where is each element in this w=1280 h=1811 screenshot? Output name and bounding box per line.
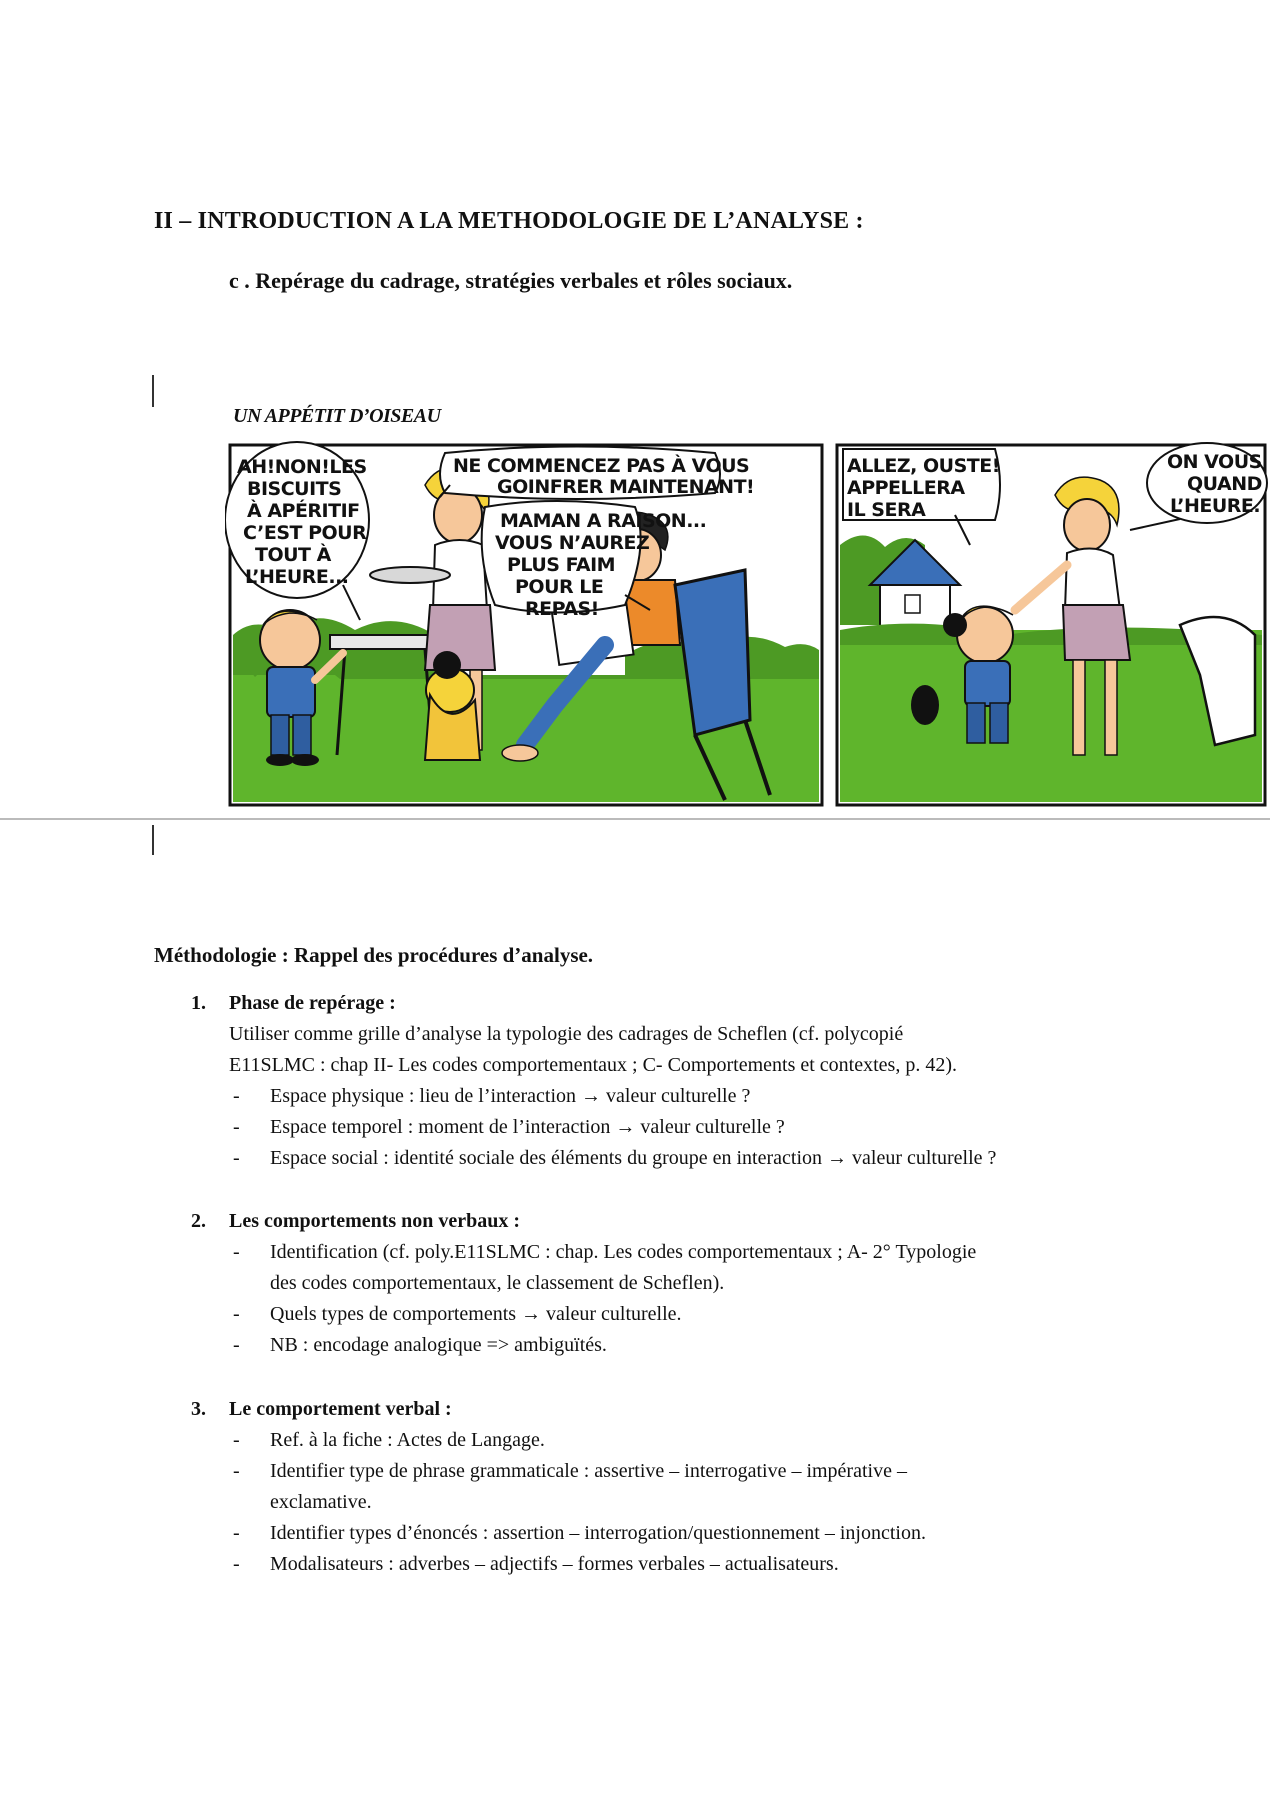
bullet-dash: - xyxy=(233,1429,240,1451)
bullet-dash: - xyxy=(233,1085,240,1107)
section-1-intro-line-2: E11SLMC : chap II- Les codes comportementaux ; C- Comportements et contextes, p. 42). xyxy=(229,1054,957,1076)
section-number: 3. xyxy=(191,1398,206,1420)
bubble-panel2-left-line-3: IL SERA xyxy=(847,499,926,521)
page-title: II – INTRODUCTION A LA METHODOLOGIE DE L’ANALYSE : xyxy=(154,208,864,234)
section-number: 2. xyxy=(191,1210,206,1232)
list-item: Espace social : identité sociale des éléments du groupe en interaction → valeur culturelle ? xyxy=(270,1147,997,1169)
list-item: Identifier types d’énoncés : assertion – interrogation/questionnement – injonction. xyxy=(270,1522,926,1544)
list-item: Identifier type de phrase grammaticale : assertive – interrogative – impérative – xyxy=(270,1460,907,1482)
section-heading-text: Phase de repérage : xyxy=(229,992,396,1014)
bubble-panel2-right-line-3: L’HEURE. xyxy=(1170,495,1261,517)
bullet-dash: - xyxy=(233,1334,240,1356)
list-item: Quels types de comportements → valeur culturelle. xyxy=(270,1303,682,1325)
list-item: Espace physique : lieu de l’interaction → valeur culturelle ? xyxy=(270,1085,751,1107)
comic-panel-1 xyxy=(225,442,822,805)
comic-strip xyxy=(225,405,1270,830)
bullet-dash: - xyxy=(233,1241,240,1263)
bullet-dash: - xyxy=(233,1116,240,1138)
margin-bar-top xyxy=(152,375,154,407)
bubble-child-line-5: TOUT À xyxy=(255,544,331,566)
methodology-title: Méthodologie : Rappel des procédures d’analyse. xyxy=(154,943,594,967)
list-item-continuation: des codes comportementaux, le classement de Scheflen). xyxy=(270,1272,725,1294)
bubble-panel2-left-line-2: APPELLERA xyxy=(847,477,965,499)
section-heading-text: Le comportement verbal : xyxy=(229,1398,452,1420)
bubble-child-line-4: C’EST POUR xyxy=(243,522,367,544)
bullet-dash: - xyxy=(233,1303,240,1325)
list-item: Espace temporel : moment de l’interaction → valeur culturelle ? xyxy=(270,1116,785,1138)
margin-bar-bottom xyxy=(152,825,154,855)
list-item: Ref. à la fiche : Actes de Langage. xyxy=(270,1429,545,1451)
bubble-panel2-right-line-2: QUAND xyxy=(1187,473,1262,495)
comic-illustration xyxy=(225,435,1270,825)
section-heading-text: Les comportements non verbaux : xyxy=(229,1210,521,1232)
section-2-heading xyxy=(191,1206,520,1237)
list-item-continuation: exclamative. xyxy=(270,1491,372,1513)
list-item: Identification (cf. poly.E11SLMC : chap. Les codes comportementaux ; A- 2° Typologie xyxy=(270,1241,977,1263)
list-item: Modalisateurs : adverbes – adjectifs – formes verbales – actualisateurs. xyxy=(270,1553,839,1575)
bubble-mother-line-2: GOINFRER MAINTENANT! xyxy=(497,476,755,498)
bullet-dash: - xyxy=(233,1553,240,1575)
section-1-intro-line-1: Utiliser comme grille d’analyse la typologie des cadrages de Scheflen (cf. polycopié xyxy=(229,1023,904,1045)
comic-panel-2 xyxy=(837,443,1267,805)
section-number: 1. xyxy=(191,992,206,1014)
section-3-heading xyxy=(191,1394,452,1425)
bubble-child-line-1: AH!NON!LES xyxy=(237,456,367,478)
list-item: NB : encodage analogique => ambiguïtés. xyxy=(270,1334,607,1356)
bubble-father-line-5: REPAS! xyxy=(525,598,599,620)
bubble-child-line-6: L’HEURE... xyxy=(245,566,349,588)
section-1-heading xyxy=(191,988,396,1019)
bullet-dash: - xyxy=(233,1522,240,1544)
bubble-child-line-2: BISCUITS xyxy=(247,478,342,500)
bubble-father-line-2: VOUS N’AUREZ xyxy=(495,532,650,554)
bubble-father-line-4: POUR LE xyxy=(515,576,604,598)
bubble-panel2-right-line-1: ON VOUS xyxy=(1167,451,1262,473)
bubble-panel2-left-line-1: ALLEZ, OUSTE! xyxy=(847,455,1000,477)
bubble-father-line-3: PLUS FAIM xyxy=(507,554,616,576)
bullet-dash: - xyxy=(233,1147,240,1169)
bubble-mother-line-1: NE COMMENCEZ PAS À VOUS xyxy=(453,455,750,477)
page-subtitle: c . Repérage du cadrage, stratégies verbales et rôles sociaux. xyxy=(229,268,793,293)
bubble-father-line-1: MAMAN A RAISON... xyxy=(500,510,707,532)
bubble-child-line-3: À APÉRITIF xyxy=(247,500,360,522)
comic-title: UN APPÉTIT D’OISEAU xyxy=(233,405,441,427)
bullet-dash: - xyxy=(233,1460,240,1482)
